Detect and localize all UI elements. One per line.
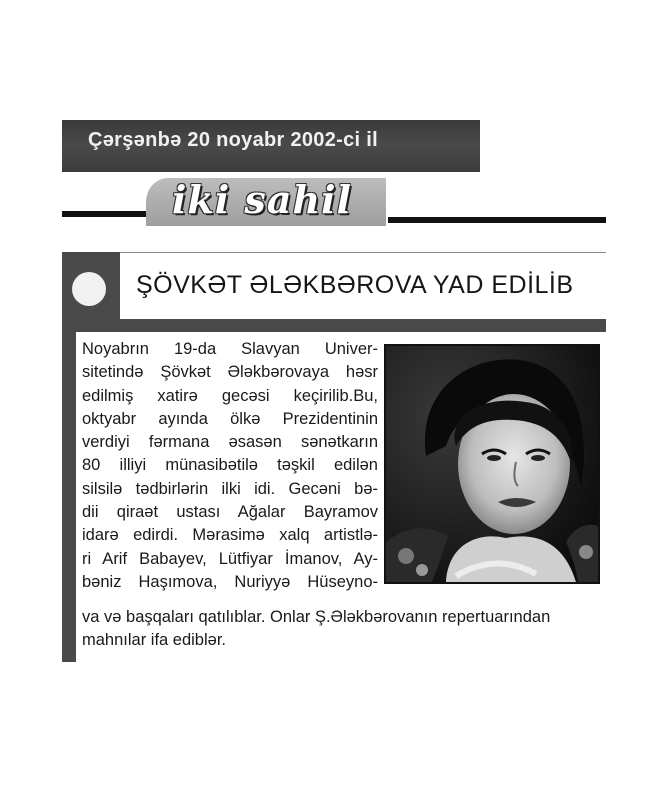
portrait-photo bbox=[384, 344, 600, 584]
article-headline: ŞÖVKƏT ƏLƏKBƏROVA YAD EDİLİB bbox=[136, 271, 574, 299]
section-name: iki sahil bbox=[172, 177, 352, 222]
headline-bullet bbox=[72, 272, 106, 306]
article-line: dii qiraət ustası Ağalar Bayramov bbox=[82, 503, 378, 522]
article-line: 80 illiyi münasibətilə təşkil edilən bbox=[82, 456, 378, 475]
section-rule-right bbox=[388, 217, 606, 223]
section-tag bbox=[146, 178, 386, 226]
article-frame-top bbox=[120, 318, 606, 332]
article-line: oktyabr ayında ölkə Prezidentinin bbox=[82, 409, 378, 428]
article-full-width-text bbox=[82, 606, 600, 653]
article-line: bəniz Haşımova, Nuriyyə Hüseyno- bbox=[82, 572, 378, 591]
article-line: va və başqaları qatılıblar. Onlar Ş.Ələkbərovanın repertuarından bbox=[82, 608, 551, 626]
article-column-text bbox=[82, 338, 378, 594]
article-line: edilmiş xatirə gecəsi keçirilib.Bu, bbox=[82, 386, 378, 405]
article-line: idarə edirdi. Mərasimə xalq artistlə- bbox=[82, 526, 378, 545]
article-line: verdiyi fərmana əsasən sənətkarın bbox=[82, 433, 378, 452]
article-line: mahnılar ifa ediblər. bbox=[82, 631, 226, 650]
headline-box bbox=[120, 252, 606, 319]
date-bar bbox=[62, 120, 480, 172]
article-line: Noyabrın 19-da Slavyan Univer- bbox=[82, 340, 378, 358]
article-line: silsilə tədbirlərin ilki idi. Gecəni bə- bbox=[82, 479, 378, 498]
section-rule-left bbox=[62, 211, 148, 217]
portrait-illustration bbox=[386, 346, 598, 582]
article-line: sitetində Şövkət Ələkbərovaya həsr bbox=[82, 363, 378, 382]
article-line: ri Arif Babayev, Lütfiyar İmanov, Ay- bbox=[82, 549, 378, 568]
issue-date: Çərşənbə 20 noyabr 2002-ci il bbox=[88, 129, 378, 151]
